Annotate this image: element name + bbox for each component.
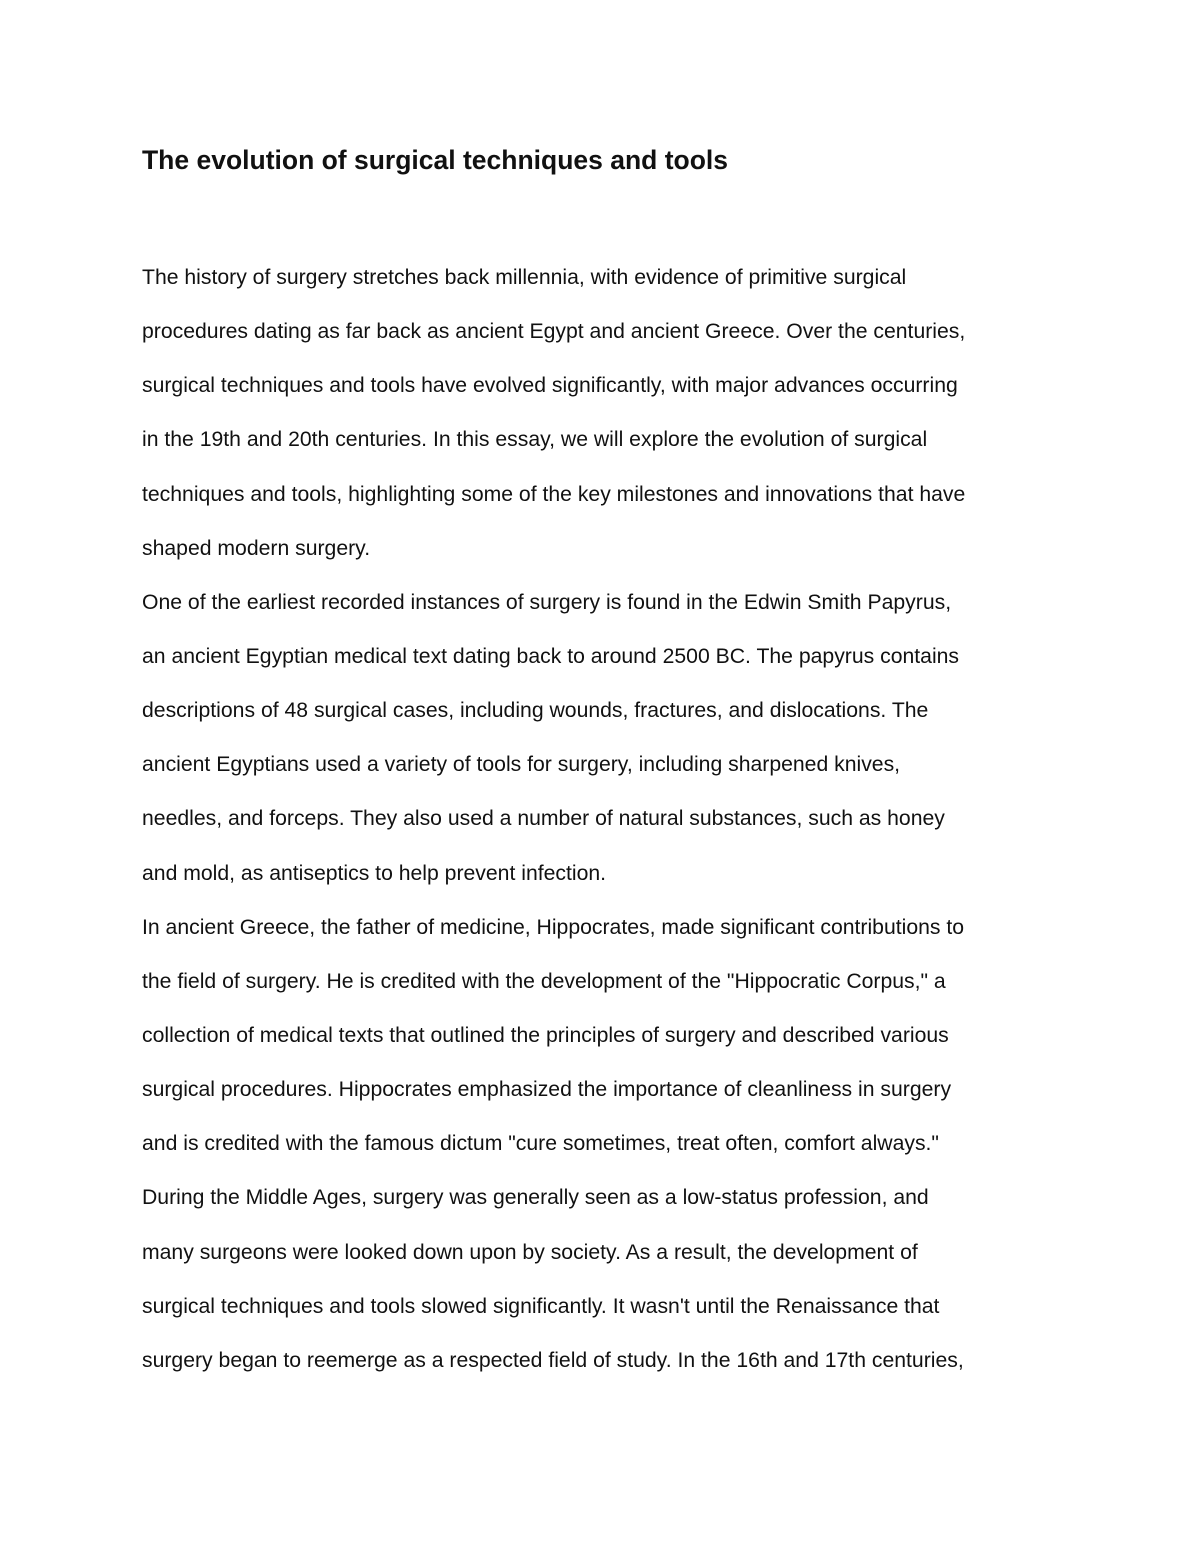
text-line: techniques and tools, highlighting some of the key milestones and innovations that have xyxy=(142,482,966,506)
text-line: the field of surgery. He is credited with the development of the "Hippocratic Corpus," a xyxy=(142,969,946,993)
text-line: and mold, as antiseptics to help prevent infection. xyxy=(142,861,607,885)
text-line: collection of medical texts that outlined the principles of surgery and described various xyxy=(142,1023,949,1047)
text-line: and is credited with the famous dictum "cure sometimes, treat often, comfort always." xyxy=(142,1132,939,1156)
text-line: surgery began to reemerge as a respected field of study. In the 16th and 17th centuries, xyxy=(142,1348,964,1372)
text-line: surgical techniques and tools have evolved significantly, with major advances occurring xyxy=(142,374,958,398)
text-line: surgical procedures. Hippocrates emphasized the importance of cleanliness in surgery xyxy=(142,1078,952,1102)
text-line: The history of surgery stretches back millennia, with evidence of primitive surgical xyxy=(142,266,907,289)
text-line: descriptions of 48 surgical cases, including wounds, fractures, and dislocations. The xyxy=(142,699,929,723)
text-line: shaped modern surgery. xyxy=(142,536,371,560)
text-line: procedures dating as far back as ancient Egypt and ancient Greece. Over the centuries, xyxy=(142,320,966,344)
text-line: One of the earliest recorded instances of surgery is found in the Edwin Smith Papyrus, xyxy=(142,590,952,614)
text-line: many surgeons were looked down upon by society. As a result, the development of xyxy=(142,1240,918,1264)
text-line: In ancient Greece, the father of medicine, Hippocrates, made significant contributions to xyxy=(142,915,965,939)
text-line: ancient Egyptians used a variety of tools for surgery, including sharpened knives, xyxy=(142,753,901,777)
text-line: an ancient Egyptian medical text dating back to around 2500 BC. The papyrus contains xyxy=(142,644,960,668)
text-line: During the Middle Ages, surgery was generally seen as a low-status profession, and xyxy=(142,1186,929,1210)
text-line: needles, and forceps. They also used a number of natural substances, such as honey xyxy=(142,807,945,831)
text-line: in the 19th and 20th centuries. In this essay, we will explore the evolution of surgical xyxy=(142,428,928,452)
text-line: surgical techniques and tools slowed significantly. It wasn't until the Renaissance that xyxy=(142,1294,940,1318)
document-title: The evolution of surgical techniques and tools xyxy=(142,145,729,175)
document-body xyxy=(142,251,1082,1388)
